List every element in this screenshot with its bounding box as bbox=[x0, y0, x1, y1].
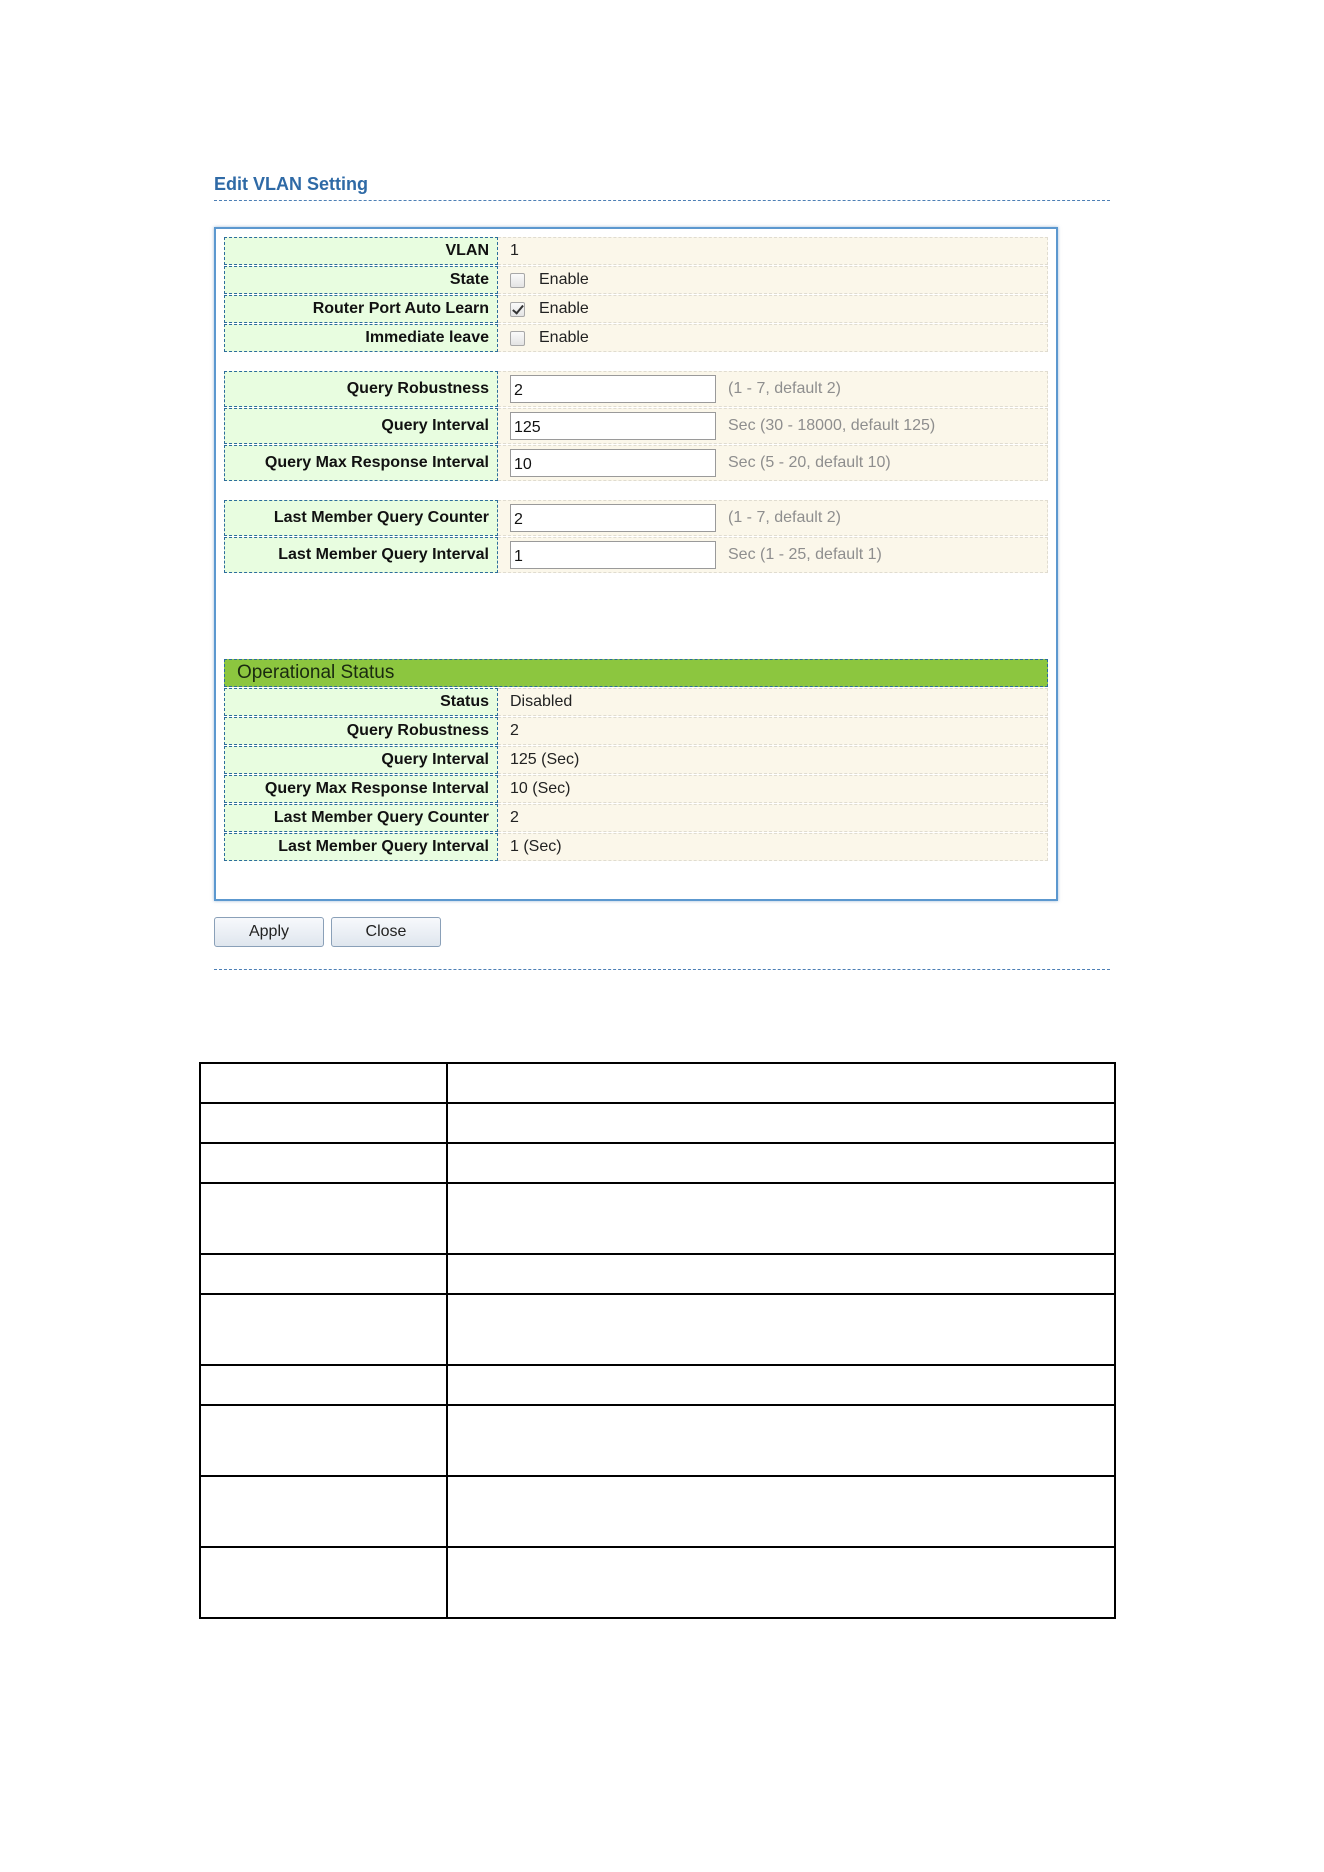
op-query-robustness-value: 2 bbox=[498, 717, 1048, 745]
bottom-divider bbox=[214, 969, 1110, 970]
table-row bbox=[200, 1254, 1115, 1294]
router-port-auto-learn-enable-label: Enable bbox=[539, 300, 589, 317]
table-row bbox=[200, 1365, 1115, 1405]
op-last-member-query-counter-label: Last Member Query Counter bbox=[224, 804, 498, 832]
last-member-query-interval-input[interactable] bbox=[510, 541, 716, 569]
op-last-member-query-counter-row bbox=[224, 804, 1048, 832]
query-interval-input[interactable] bbox=[510, 412, 716, 440]
query-max-response-interval-hint: Sec (5 - 20, default 10) bbox=[728, 454, 891, 471]
op-status-row bbox=[224, 688, 1048, 716]
title-divider bbox=[214, 200, 1110, 201]
table-row bbox=[200, 1103, 1115, 1143]
op-query-max-response-interval-label: Query Max Response Interval bbox=[224, 775, 498, 803]
vlan-settings-panel bbox=[214, 227, 1058, 901]
op-query-robustness-row bbox=[224, 717, 1048, 745]
op-last-member-query-interval-value: 1 (Sec) bbox=[498, 833, 1048, 861]
op-last-member-query-interval-row bbox=[224, 833, 1048, 861]
router-port-auto-learn-label: Router Port Auto Learn bbox=[224, 295, 498, 323]
op-last-member-query-interval-label: Last Member Query Interval bbox=[224, 833, 498, 861]
table-row bbox=[200, 1183, 1115, 1254]
immediate-leave-row bbox=[224, 324, 1048, 352]
op-status-label: Status bbox=[224, 688, 498, 716]
query-robustness-hint: (1 - 7, default 2) bbox=[728, 380, 841, 397]
op-query-max-response-interval-row bbox=[224, 775, 1048, 803]
vlan-value: 1 bbox=[498, 237, 1048, 265]
op-query-interval-label: Query Interval bbox=[224, 746, 498, 774]
immediate-leave-label: Immediate leave bbox=[224, 324, 498, 352]
table-row bbox=[200, 1063, 1115, 1103]
query-max-response-interval-row bbox=[224, 445, 1048, 481]
panel-title: Edit VLAN Setting bbox=[214, 174, 368, 194]
last-member-query-counter-row bbox=[224, 500, 1048, 536]
close-button[interactable]: Close bbox=[331, 917, 441, 947]
state-row bbox=[224, 266, 1048, 294]
last-member-query-interval-label: Last Member Query Interval bbox=[224, 537, 498, 573]
op-last-member-query-counter-value: 2 bbox=[498, 804, 1048, 832]
state-enable-label: Enable bbox=[539, 271, 589, 288]
query-interval-label: Query Interval bbox=[224, 408, 498, 444]
op-query-robustness-label: Query Robustness bbox=[224, 717, 498, 745]
last-member-query-counter-label: Last Member Query Counter bbox=[224, 500, 498, 536]
state-label: State bbox=[224, 266, 498, 294]
query-max-response-interval-input[interactable] bbox=[510, 449, 716, 477]
immediate-leave-enable-label: Enable bbox=[539, 329, 589, 346]
state-enable-checkbox[interactable] bbox=[510, 273, 525, 288]
last-member-query-counter-hint: (1 - 7, default 2) bbox=[728, 509, 841, 526]
router-port-auto-learn-row bbox=[224, 295, 1048, 323]
query-robustness-input[interactable] bbox=[510, 375, 716, 403]
query-robustness-row bbox=[224, 371, 1048, 407]
immediate-leave-checkbox[interactable] bbox=[510, 331, 525, 346]
table-row bbox=[200, 1476, 1115, 1547]
table-row bbox=[200, 1405, 1115, 1476]
router-port-auto-learn-checkbox[interactable] bbox=[510, 302, 525, 317]
operational-status-header: Operational Status bbox=[224, 659, 1048, 687]
last-member-query-interval-hint: Sec (1 - 25, default 1) bbox=[728, 546, 882, 563]
query-max-response-interval-label: Query Max Response Interval bbox=[224, 445, 498, 481]
apply-button[interactable]: Apply bbox=[214, 917, 324, 947]
description-table bbox=[199, 1062, 1116, 1619]
table-row bbox=[200, 1294, 1115, 1365]
vlan-row bbox=[224, 237, 1048, 265]
table-row bbox=[200, 1547, 1115, 1618]
query-interval-row bbox=[224, 408, 1048, 444]
last-member-query-counter-input[interactable] bbox=[510, 504, 716, 532]
op-query-interval-row bbox=[224, 746, 1048, 774]
op-query-max-response-interval-value: 10 (Sec) bbox=[498, 775, 1048, 803]
table-row bbox=[200, 1143, 1115, 1183]
query-robustness-label: Query Robustness bbox=[224, 371, 498, 407]
last-member-query-interval-row bbox=[224, 537, 1048, 573]
query-interval-hint: Sec (30 - 18000, default 125) bbox=[728, 417, 936, 434]
vlan-label: VLAN bbox=[224, 237, 498, 265]
op-status-value: Disabled bbox=[498, 688, 1048, 716]
op-query-interval-value: 125 (Sec) bbox=[498, 746, 1048, 774]
